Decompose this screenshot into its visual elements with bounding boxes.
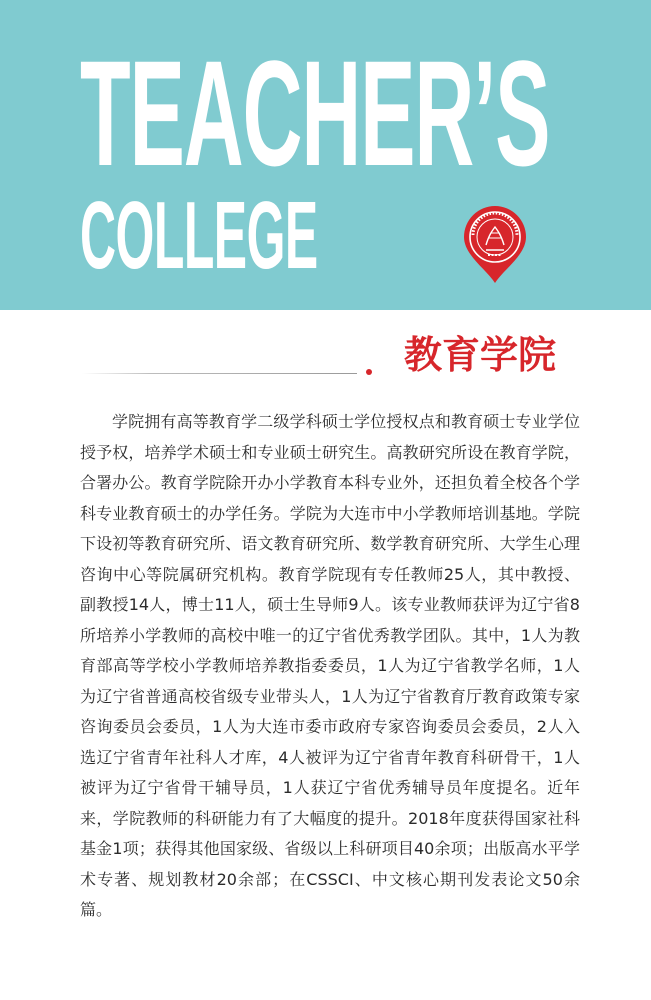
college-description: 学院拥有高等教育学二级学科硕士学位授权点和教育硕士专业学位授予权，培养学术硕士和专业硕士研究生。高教研究所设在教育学院，合署办公。教育学院除开办小学教育本科专业外，还担负着全校各个学科专业教育硕士的办学任务。学院为大连市中小学教师培训基地。学院下设初等教育研究所、语文教育研究所、数学教育研究所、大学生心理咨询中心等院属研究机构。教育学院现有专任教师25人，其中教授、副教授14人，博士11人，硕士生导师9人。该专业教师获评为辽宁省8所培养小学教师的高校中唯一的辽宁省优秀教学团队。其中，1人为教育部高等学校小学教师培养教指委委员，1人为辽宁省教学名师，1人为辽宁省普通高校省级专业带头人，1人为辽宁省教育厅教育政策专家咨询委员会委员，1人为大连市委市政府专家咨询委员会委员，2人入选辽宁省青年社科人才库，4人被评为辽宁省青年教育科研骨干，1人被评为辽宁省骨干辅导员，1人获辽宁省优秀辅导员年度提名。近年来，学院教师的科研能力有了大幅度的提升。2018年度获得国家社科基金1项；获得其他国家级、省级以上科研项目40余项；出版高水平学术专著、规划教材20余部；在CSSCI、中文核心期刊发表论文50余篇。 [80, 412, 580, 919]
header-banner [0, 0, 651, 310]
section-title: 教育学院 [404, 333, 557, 377]
header-dot-icon [366, 369, 372, 375]
section-header [0, 310, 651, 400]
title-college: COLLEGE [80, 182, 318, 289]
title-teachers: TEACHER’S [80, 29, 550, 197]
header-divider-line [82, 373, 357, 374]
university-seal-logo [462, 205, 528, 283]
